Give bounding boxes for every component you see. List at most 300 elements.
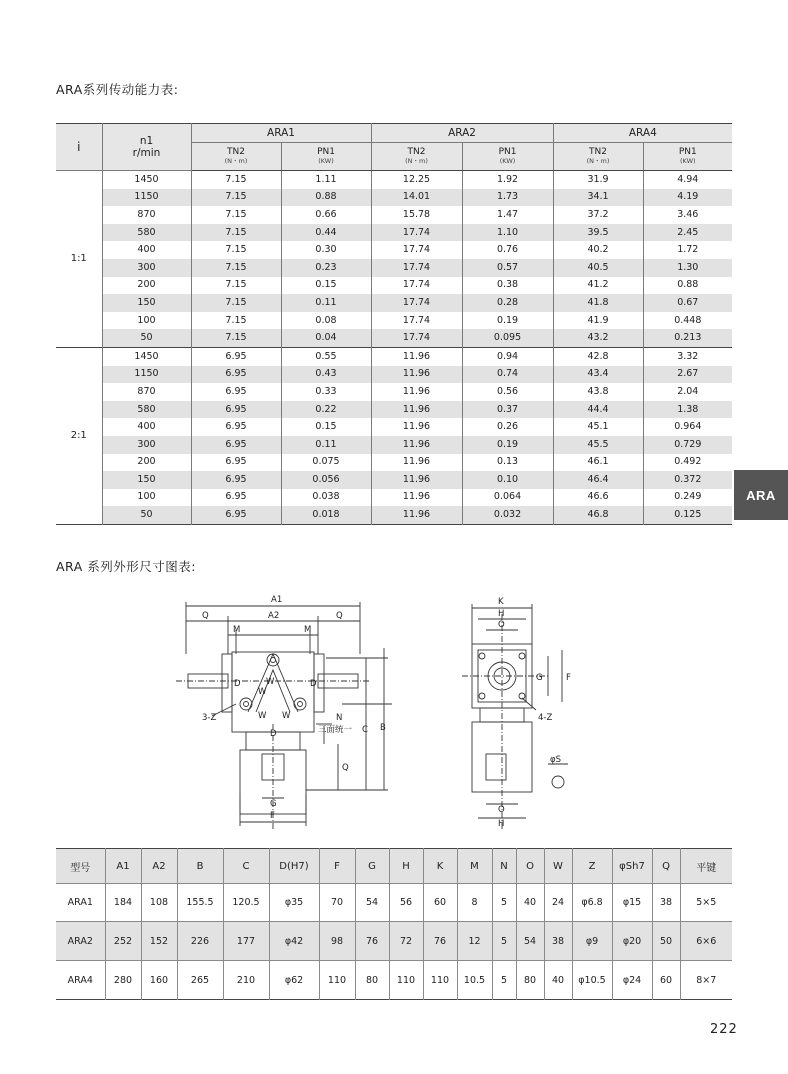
label-w-1: W <box>258 687 267 697</box>
table-row <box>56 366 732 384</box>
table-cell: 0.37 <box>462 401 553 419</box>
table-cell: 6×6 <box>680 922 732 961</box>
table-row <box>56 506 732 524</box>
table-row <box>56 241 732 259</box>
table-cell: 50 <box>652 922 680 961</box>
table-cell: 7.15 <box>191 329 281 347</box>
table-cell: φ24 <box>612 961 652 1000</box>
table-cell: 6.95 <box>191 383 281 401</box>
table-cell: 38 <box>652 884 680 922</box>
dims-header-cell: C <box>223 849 269 884</box>
table-cell: 265 <box>177 961 223 1000</box>
table-cell: 5×5 <box>696 897 717 908</box>
table-row <box>56 312 732 330</box>
table-cell: 870 <box>102 206 191 224</box>
table-cell: 3.46 <box>677 208 699 220</box>
table-cell: 17.74 <box>371 224 462 242</box>
table-cell: 0.88 <box>281 189 371 207</box>
table-cell: 580 <box>102 224 191 242</box>
dimensions-table <box>56 848 732 1000</box>
table-cell: 4.19 <box>643 189 732 207</box>
table-cell: 11.96 <box>371 506 462 524</box>
table-cell: 0.213 <box>643 329 732 347</box>
table-cell: 1.92 <box>462 171 553 189</box>
table-row <box>56 489 732 507</box>
table-cell: 41.2 <box>553 277 643 295</box>
label-q-vertical: Q <box>342 763 349 773</box>
table-cell: 0.23 <box>281 259 371 277</box>
table-cell: 6.95 <box>191 454 281 472</box>
table-cell: 5 <box>492 884 516 922</box>
dimensions-header-row <box>56 849 732 884</box>
table-cell: 6.95 <box>191 401 281 419</box>
table-row <box>56 961 732 1000</box>
table-cell: 152 <box>141 922 177 961</box>
table-cell: 60 <box>423 884 457 922</box>
table-cell: 0.729 <box>643 436 732 454</box>
table-cell: 40.2 <box>553 241 643 259</box>
dimension-drawing <box>176 594 596 830</box>
dims-header-cell: K <box>423 849 457 884</box>
table-row <box>56 436 732 454</box>
table-cell: 11.96 <box>371 471 462 489</box>
label-a2: A2 <box>268 611 280 621</box>
table-cell: φ15 <box>612 884 652 922</box>
label-h-top: H <box>498 609 505 619</box>
label-g: G <box>270 799 277 809</box>
performance-table-title: ARA系列传动能力表: <box>56 82 179 97</box>
table-cell: 0.33 <box>281 383 371 401</box>
table-row <box>56 206 732 224</box>
performance-table <box>56 123 732 525</box>
table-cell: 184 <box>105 884 141 922</box>
label-w-4: W <box>282 711 291 721</box>
pn1-label: PN1 <box>498 147 517 157</box>
table-cell: 0.56 <box>462 383 553 401</box>
table-row <box>56 171 732 189</box>
dims-header-cell: O <box>516 849 544 884</box>
header-n1 <box>102 124 191 171</box>
table-cell: 60 <box>652 961 680 1000</box>
table-cell: 11.96 <box>371 418 462 436</box>
table-cell: 108 <box>141 884 177 922</box>
table-cell: 10.5 <box>457 961 492 1000</box>
table-cell: 11.96 <box>371 489 462 507</box>
table-cell: 160 <box>141 961 177 1000</box>
label-d-bottom: D <box>270 729 277 739</box>
table-cell: 34.1 <box>553 189 643 207</box>
table-cell: φ20 <box>612 922 652 961</box>
table-cell: ARA2 <box>56 922 105 961</box>
table-cell: 46.4 <box>553 471 643 489</box>
header-model-ara1: ARA1 <box>191 124 371 143</box>
tn2-unit: (N・m) <box>224 157 248 165</box>
table-cell: 120.5 <box>223 884 269 922</box>
table-cell: 70 <box>319 884 355 922</box>
table-cell: 7.15 <box>191 312 281 330</box>
dims-header-cell: φSh7 <box>612 849 652 884</box>
table-cell: 0.056 <box>281 471 371 489</box>
table-cell: 54 <box>516 922 544 961</box>
header-n1-label: n1 <box>139 135 154 147</box>
table-cell: 100 <box>102 489 191 507</box>
section-side-tab: ARA <box>734 470 788 520</box>
table-cell: 110 <box>389 961 423 1000</box>
table-cell: 6.95 <box>191 418 281 436</box>
dims-header-cell: A2 <box>141 849 177 884</box>
table-cell: 0.10 <box>462 471 553 489</box>
side-view-shaft <box>486 754 506 780</box>
table-cell: 0.064 <box>462 489 553 507</box>
label-h-bottom: H <box>498 819 505 829</box>
table-cell: 38 <box>544 922 572 961</box>
label-d-left: D <box>234 679 241 689</box>
table-cell: 15.78 <box>371 206 462 224</box>
table-cell: 31.9 <box>553 171 643 189</box>
table-row <box>56 189 732 207</box>
table-cell: 0.372 <box>643 471 732 489</box>
tn2-unit: (N・m) <box>405 157 428 165</box>
pn1-label: PN1 <box>678 147 697 157</box>
header-i: i <box>56 124 102 171</box>
table-cell: 5 <box>492 961 516 1000</box>
ratio-group <box>56 347 732 524</box>
table-cell: 80 <box>355 961 389 1000</box>
label-4z: 4-Z <box>538 713 553 723</box>
table-cell: 0.04 <box>281 329 371 347</box>
tn2-label: TN2 <box>407 147 426 157</box>
table-cell: 0.492 <box>674 456 702 468</box>
table-cell: 150 <box>102 471 191 489</box>
table-cell: 43.8 <box>553 383 643 401</box>
label-g-side: G <box>536 673 543 683</box>
table-cell: 280 <box>105 961 141 1000</box>
table-cell: 6.95 <box>191 366 281 384</box>
table-cell: 0.74 <box>462 366 553 384</box>
table-cell: 150 <box>102 294 191 312</box>
table-cell: 8×7 <box>680 961 732 1000</box>
label-m-left: M <box>233 625 241 635</box>
subheader-tn2 <box>191 143 281 171</box>
table-cell: 7.15 <box>191 189 281 207</box>
dims-header-cell: 型号 <box>56 849 105 884</box>
table-cell: 200 <box>102 277 191 295</box>
dims-header-cell: Q <box>652 849 680 884</box>
table-cell: 1.30 <box>643 259 732 277</box>
table-cell: 46.6 <box>553 489 643 507</box>
table-cell: 45.5 <box>553 436 643 454</box>
table-cell: 39.5 <box>553 224 643 242</box>
table-cell: 0.075 <box>281 454 371 472</box>
table-cell: 400 <box>102 241 191 259</box>
tn2-unit: (N・m) <box>586 157 610 165</box>
table-cell: 24 <box>544 884 572 922</box>
label-d-right: D <box>310 679 317 689</box>
label-b: B <box>380 723 386 733</box>
table-cell: 44.4 <box>553 401 643 419</box>
table-cell: 98 <box>319 922 355 961</box>
table-row <box>56 294 732 312</box>
table-cell: 41.8 <box>553 294 643 312</box>
table-cell: 0.26 <box>462 418 553 436</box>
table-cell: 1150 <box>102 366 191 384</box>
table-cell: 1.72 <box>677 244 699 256</box>
table-row <box>56 471 732 489</box>
table-cell: 100 <box>102 312 191 330</box>
table-cell: ARA1 <box>56 884 105 922</box>
table-row <box>56 347 732 365</box>
table-cell: 43.2 <box>553 329 643 347</box>
label-q-right: Q <box>336 611 343 621</box>
table-cell: 0.19 <box>462 312 553 330</box>
ratio-group <box>56 171 732 348</box>
table-cell: 0.19 <box>462 436 553 454</box>
table-cell: 80 <box>516 961 544 1000</box>
table-cell: 0.11 <box>281 436 371 454</box>
table-cell: 177 <box>223 922 269 961</box>
label-m-right: M <box>304 625 312 635</box>
table-cell: 6.95 <box>191 489 281 507</box>
dimensions-body <box>56 884 732 1000</box>
dims-header-cell: N <box>492 849 516 884</box>
table-row <box>56 224 732 242</box>
table-cell: 7.15 <box>191 241 281 259</box>
pn1-unit: (KW) <box>499 157 516 165</box>
dims-header-cell: W <box>544 849 572 884</box>
tn2-label: TN2 <box>589 147 608 157</box>
label-f-side: F <box>566 673 571 683</box>
gearbox-outline-drawing <box>176 594 596 830</box>
table-cell: 41.9 <box>553 312 643 330</box>
table-row <box>56 922 732 961</box>
header-n1-unit: r/min <box>132 147 161 159</box>
table-cell: 1.47 <box>462 206 553 224</box>
table-cell: 12 <box>457 922 492 961</box>
table-cell: 0.11 <box>281 294 371 312</box>
table-cell: 50 <box>102 329 191 347</box>
table-row <box>56 454 732 472</box>
tn2-label: TN2 <box>227 147 245 157</box>
label-q-left: Q <box>202 611 209 621</box>
table-row <box>56 329 732 347</box>
subheader-pn1 <box>281 143 371 171</box>
table-cell: 6.95 <box>191 506 281 524</box>
table-cell: 0.038 <box>281 489 371 507</box>
table-cell: 1450 <box>102 347 191 365</box>
table-cell: 6.95 <box>191 471 281 489</box>
table-cell: 40 <box>544 961 572 1000</box>
table-cell: 0.76 <box>462 241 553 259</box>
dims-header-cell: Z <box>572 849 612 884</box>
table-cell: 11.96 <box>371 401 462 419</box>
table-cell: 42.8 <box>553 347 643 365</box>
page-number: 222 <box>710 1022 738 1037</box>
label-phi-s: φS <box>550 755 562 765</box>
dims-header-cell: A1 <box>105 849 141 884</box>
table-cell: 2.04 <box>677 385 699 397</box>
table-cell: 0.964 <box>674 421 702 433</box>
table-cell: 12.25 <box>371 171 462 189</box>
table-cell: 4.94 <box>677 173 699 185</box>
table-cell: 200 <box>102 454 191 472</box>
table-cell: 43.4 <box>553 366 643 384</box>
table-cell: 0.018 <box>281 506 371 524</box>
label-k: K <box>498 597 504 607</box>
dims-header-cell: H <box>389 849 423 884</box>
table-cell: 72 <box>389 922 423 961</box>
header-model-ara2: ARA2 <box>371 124 553 143</box>
table-cell: 1.38 <box>643 401 732 419</box>
table-cell: 40 <box>516 884 544 922</box>
table-cell: 1150 <box>102 189 191 207</box>
table-cell: ARA4 <box>56 961 105 1000</box>
table-cell: 110 <box>319 961 355 1000</box>
table-cell: 0.249 <box>674 491 702 503</box>
table-cell: 0.032 <box>462 506 553 524</box>
table-cell: 7.15 <box>191 277 281 295</box>
table-cell: 46.1 <box>553 454 643 472</box>
table-cell: 6.95 <box>191 347 281 365</box>
dims-header-cell: G <box>355 849 389 884</box>
table-cell: 0.94 <box>462 347 553 365</box>
label-f: F <box>270 811 275 821</box>
label-o-top: O <box>498 620 505 630</box>
table-cell: 7.15 <box>191 206 281 224</box>
table-cell: 5 <box>492 922 516 961</box>
table-cell: 2.45 <box>643 224 732 242</box>
table-cell: 7.15 <box>191 259 281 277</box>
table-cell: 300 <box>102 436 191 454</box>
table-row <box>56 418 732 436</box>
table-cell: 45.1 <box>553 418 643 436</box>
table-cell: 17.74 <box>371 241 462 259</box>
table-cell: 17.74 <box>371 259 462 277</box>
dims-header-cell: 平键 <box>680 849 732 884</box>
table-cell: 14.01 <box>371 189 462 207</box>
table-cell: 2.67 <box>643 366 732 384</box>
table-cell: 17.74 <box>371 312 462 330</box>
table-cell: 54 <box>355 884 389 922</box>
main-housing <box>232 652 314 732</box>
table-cell: φ42 <box>269 922 319 961</box>
table-cell: φ10.5 <box>572 961 612 1000</box>
table-cell: φ6.8 <box>572 884 612 922</box>
table-cell: φ9 <box>572 922 612 961</box>
table-cell: 11.96 <box>371 383 462 401</box>
table-cell: 0.13 <box>462 454 553 472</box>
table-cell: 0.38 <box>462 277 553 295</box>
table-cell: 1450 <box>102 171 191 189</box>
pn1-unit: (KW) <box>318 157 334 165</box>
table-cell: 0.448 <box>674 314 702 326</box>
table-cell: 252 <box>105 922 141 961</box>
table-cell: 56 <box>389 884 423 922</box>
table-cell: 6.95 <box>191 436 281 454</box>
table-cell: 1.10 <box>462 224 553 242</box>
bolt-hole-top <box>267 654 279 666</box>
table-cell: 0.55 <box>281 347 371 365</box>
table-cell: 11.96 <box>371 454 462 472</box>
pn1-label: PN1 <box>317 147 335 157</box>
label-sanmian: 三面统一 <box>318 725 353 735</box>
table-cell: 580 <box>102 401 191 419</box>
table-row <box>56 259 732 277</box>
table-cell: 17.74 <box>371 294 462 312</box>
subheader-tn2 <box>371 143 462 171</box>
dims-header-cell: F <box>319 849 355 884</box>
table-cell: 17.74 <box>371 329 462 347</box>
table-cell: 11.96 <box>371 436 462 454</box>
ratio-cell: 2:1 <box>56 347 102 524</box>
table-cell: 3.32 <box>677 350 699 362</box>
table-cell: 0.125 <box>643 506 732 524</box>
label-o-bottom: O <box>498 805 505 815</box>
table-cell: 110 <box>423 961 457 1000</box>
dims-header-cell: M <box>457 849 492 884</box>
table-cell: 11.96 <box>371 366 462 384</box>
bolt-hole-right <box>294 698 306 710</box>
dimensions-title: ARA 系列外形尺寸图表: <box>56 559 196 574</box>
table-cell: 46.8 <box>553 506 643 524</box>
table-cell: φ35 <box>269 884 319 922</box>
table-cell: 0.30 <box>281 241 371 259</box>
table-cell: 0.095 <box>462 329 553 347</box>
subheader-tn2 <box>553 143 643 171</box>
table-cell: 0.15 <box>281 277 371 295</box>
table-cell: 0.22 <box>281 401 371 419</box>
table-cell: 17.74 <box>371 277 462 295</box>
subheader-pn1 <box>643 143 732 171</box>
pn1-unit: (KW) <box>680 157 696 165</box>
table-row <box>56 401 732 419</box>
table-cell: 76 <box>355 922 389 961</box>
table-cell: 7.15 <box>191 224 281 242</box>
table-cell: 0.67 <box>643 294 732 312</box>
table-cell: 0.66 <box>281 206 371 224</box>
label-w-2: W <box>266 677 275 687</box>
table-cell: 155.5 <box>177 884 223 922</box>
table-cell: 1.73 <box>462 189 553 207</box>
label-3z: 3-Z <box>202 713 217 723</box>
table-row <box>56 383 732 401</box>
table-cell: φ62 <box>269 961 319 1000</box>
table-cell: 1.11 <box>281 171 371 189</box>
ratio-cell: 1:1 <box>56 171 102 348</box>
table-cell: 50 <box>102 506 191 524</box>
shaft-section-symbol <box>552 776 564 788</box>
table-cell: 210 <box>223 961 269 1000</box>
table-cell: 0.28 <box>462 294 553 312</box>
left-flange <box>222 654 232 712</box>
label-c: C <box>362 725 368 735</box>
table-row <box>56 277 732 295</box>
table-cell: 37.2 <box>553 206 643 224</box>
dims-header-cell: B <box>177 849 223 884</box>
subheader-pn1 <box>462 143 553 171</box>
table-cell: 400 <box>102 418 191 436</box>
label-a1: A1 <box>271 595 283 605</box>
label-n: N <box>336 713 343 723</box>
table-cell: 40.5 <box>553 259 643 277</box>
dims-header-cell: D(H7) <box>269 849 319 884</box>
table-cell: 7.15 <box>191 294 281 312</box>
table-cell: 870 <box>102 383 191 401</box>
table-cell: 76 <box>423 922 457 961</box>
table-cell: 0.44 <box>281 224 371 242</box>
table-cell: 8 <box>457 884 492 922</box>
table-cell: 0.88 <box>677 279 699 291</box>
table-cell: 0.57 <box>462 259 553 277</box>
